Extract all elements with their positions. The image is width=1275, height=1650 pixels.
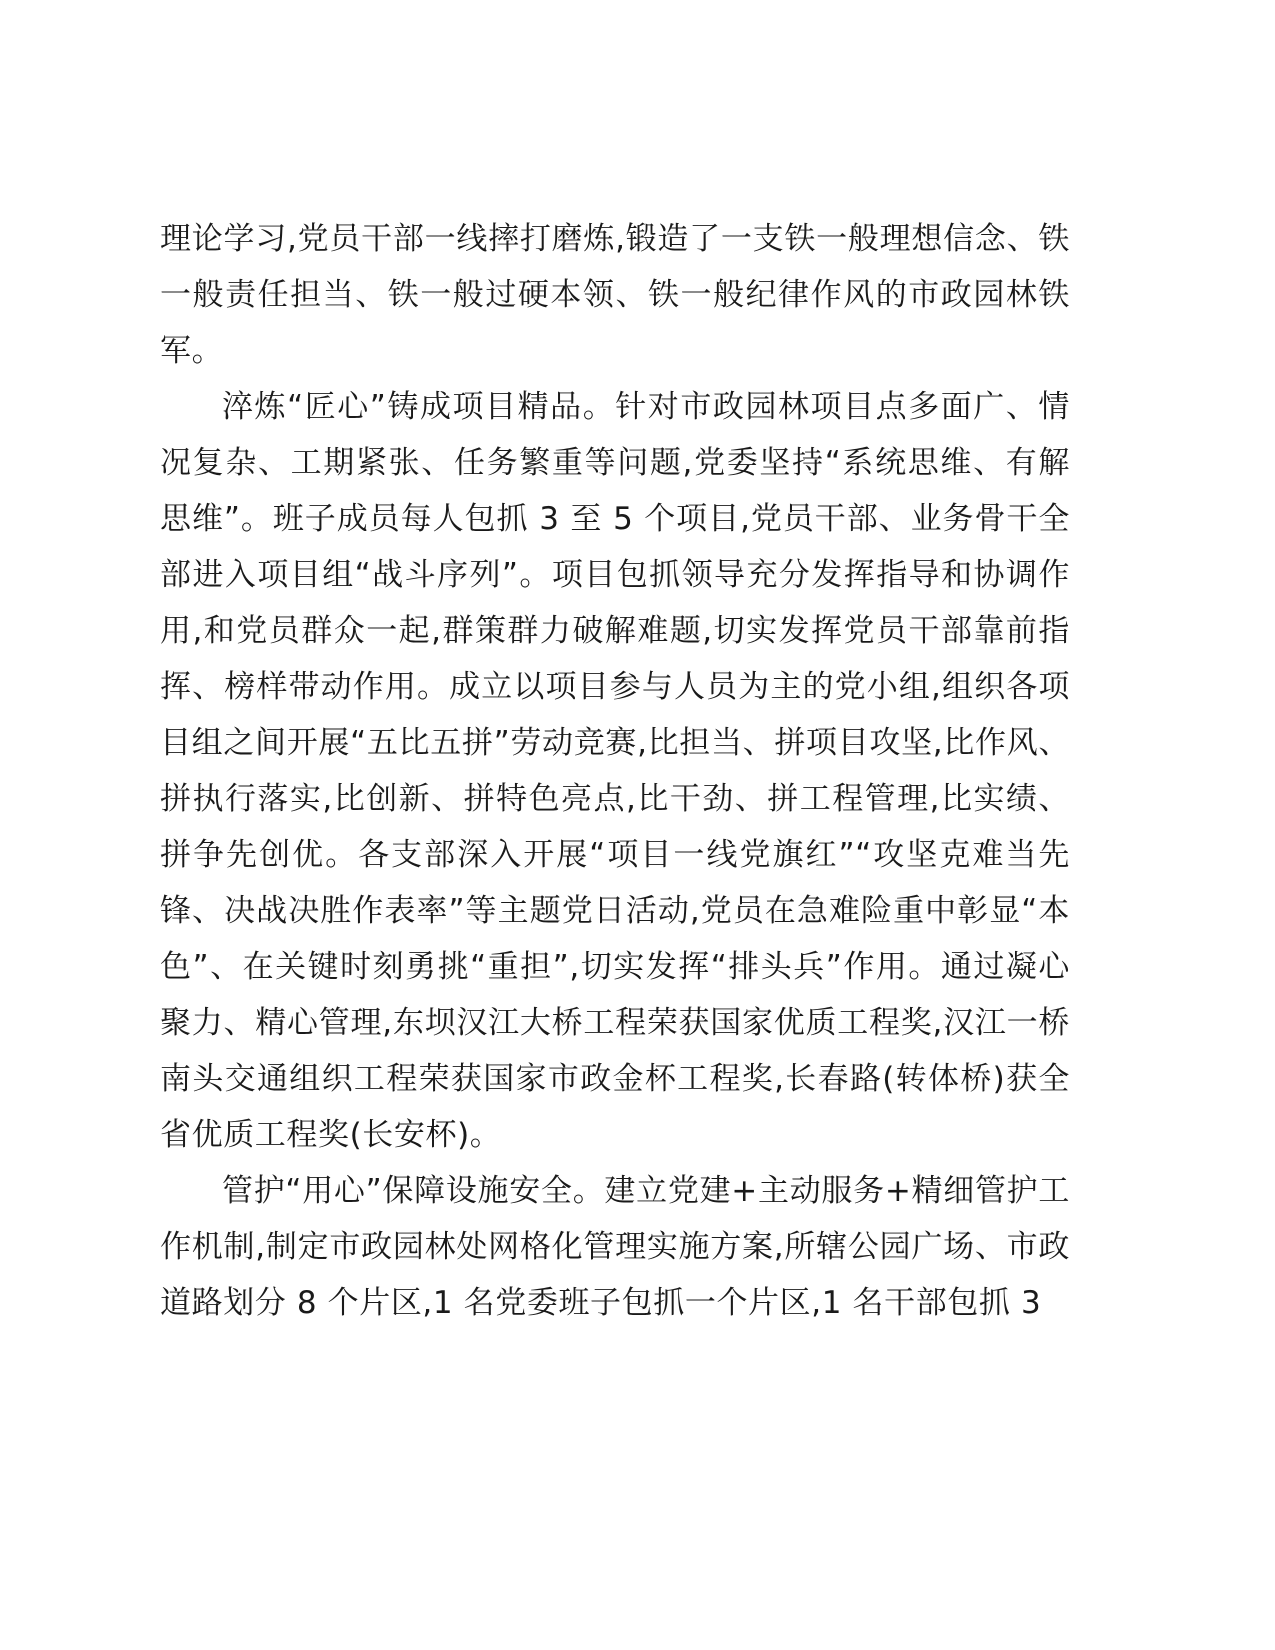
document-body	[160, 211, 1070, 1331]
paragraph-craftsmanship: 淬炼“匠心”铸成项目精品。针对市政园林项目点多面广、情况复杂、工期紧张、任务繁重等问题,党委坚持“系统思维、有解思维”。班子成员每人包抓 3 至 5 个项目,党员干部、业务骨干全部进入项目组“战斗序列”。项目包抓领导充分发挥指导和协调作用,和党员群众一起,群策群力破解难题,切实发挥党员干部靠前指挥、榜样带动作用。成立以项目参与人员为主的党小组,组织各项目组之间开展“五比五拼”劳动竞赛,比担当、拼项目攻坚,比作风、拼执行落实,比创新、拼特色亮点,比干劲、拼工程管理,比实绩、拼争先创优。各支部深入开展“项目一线党旗红”“攻坚克难当先锋、决战决胜作表率”等主题党日活动,党员在急难险重中彰显“本色”、在关键时刻勇挑“重担”,切实发挥“排头兵”作用。通过凝心聚力、精心管理,东坝汉江大桥工程荣获国家优质工程奖,汉江一桥南头交通组织工程荣获国家市政金杯工程奖,长春路(转体桥)获全省优质工程奖(长安杯)。	[160, 389, 1070, 1153]
paragraph-maintenance: 管护“用心”保障设施安全。建立党建+主动服务+精细管护工作机制,制定市政园林处网格化管理实施方案,所辖公园广场、市政道路划分 8 个片区,1 名党委班子包抓一个片区,1 名干部包抓 3	[160, 1173, 1070, 1321]
paragraph-continuation: 理论学习,党员干部一线摔打磨炼,锻造了一支铁一般理想信念、铁一般责任担当、铁一般过硬本领、铁一般纪律作风的市政园林铁军。	[160, 221, 1070, 369]
